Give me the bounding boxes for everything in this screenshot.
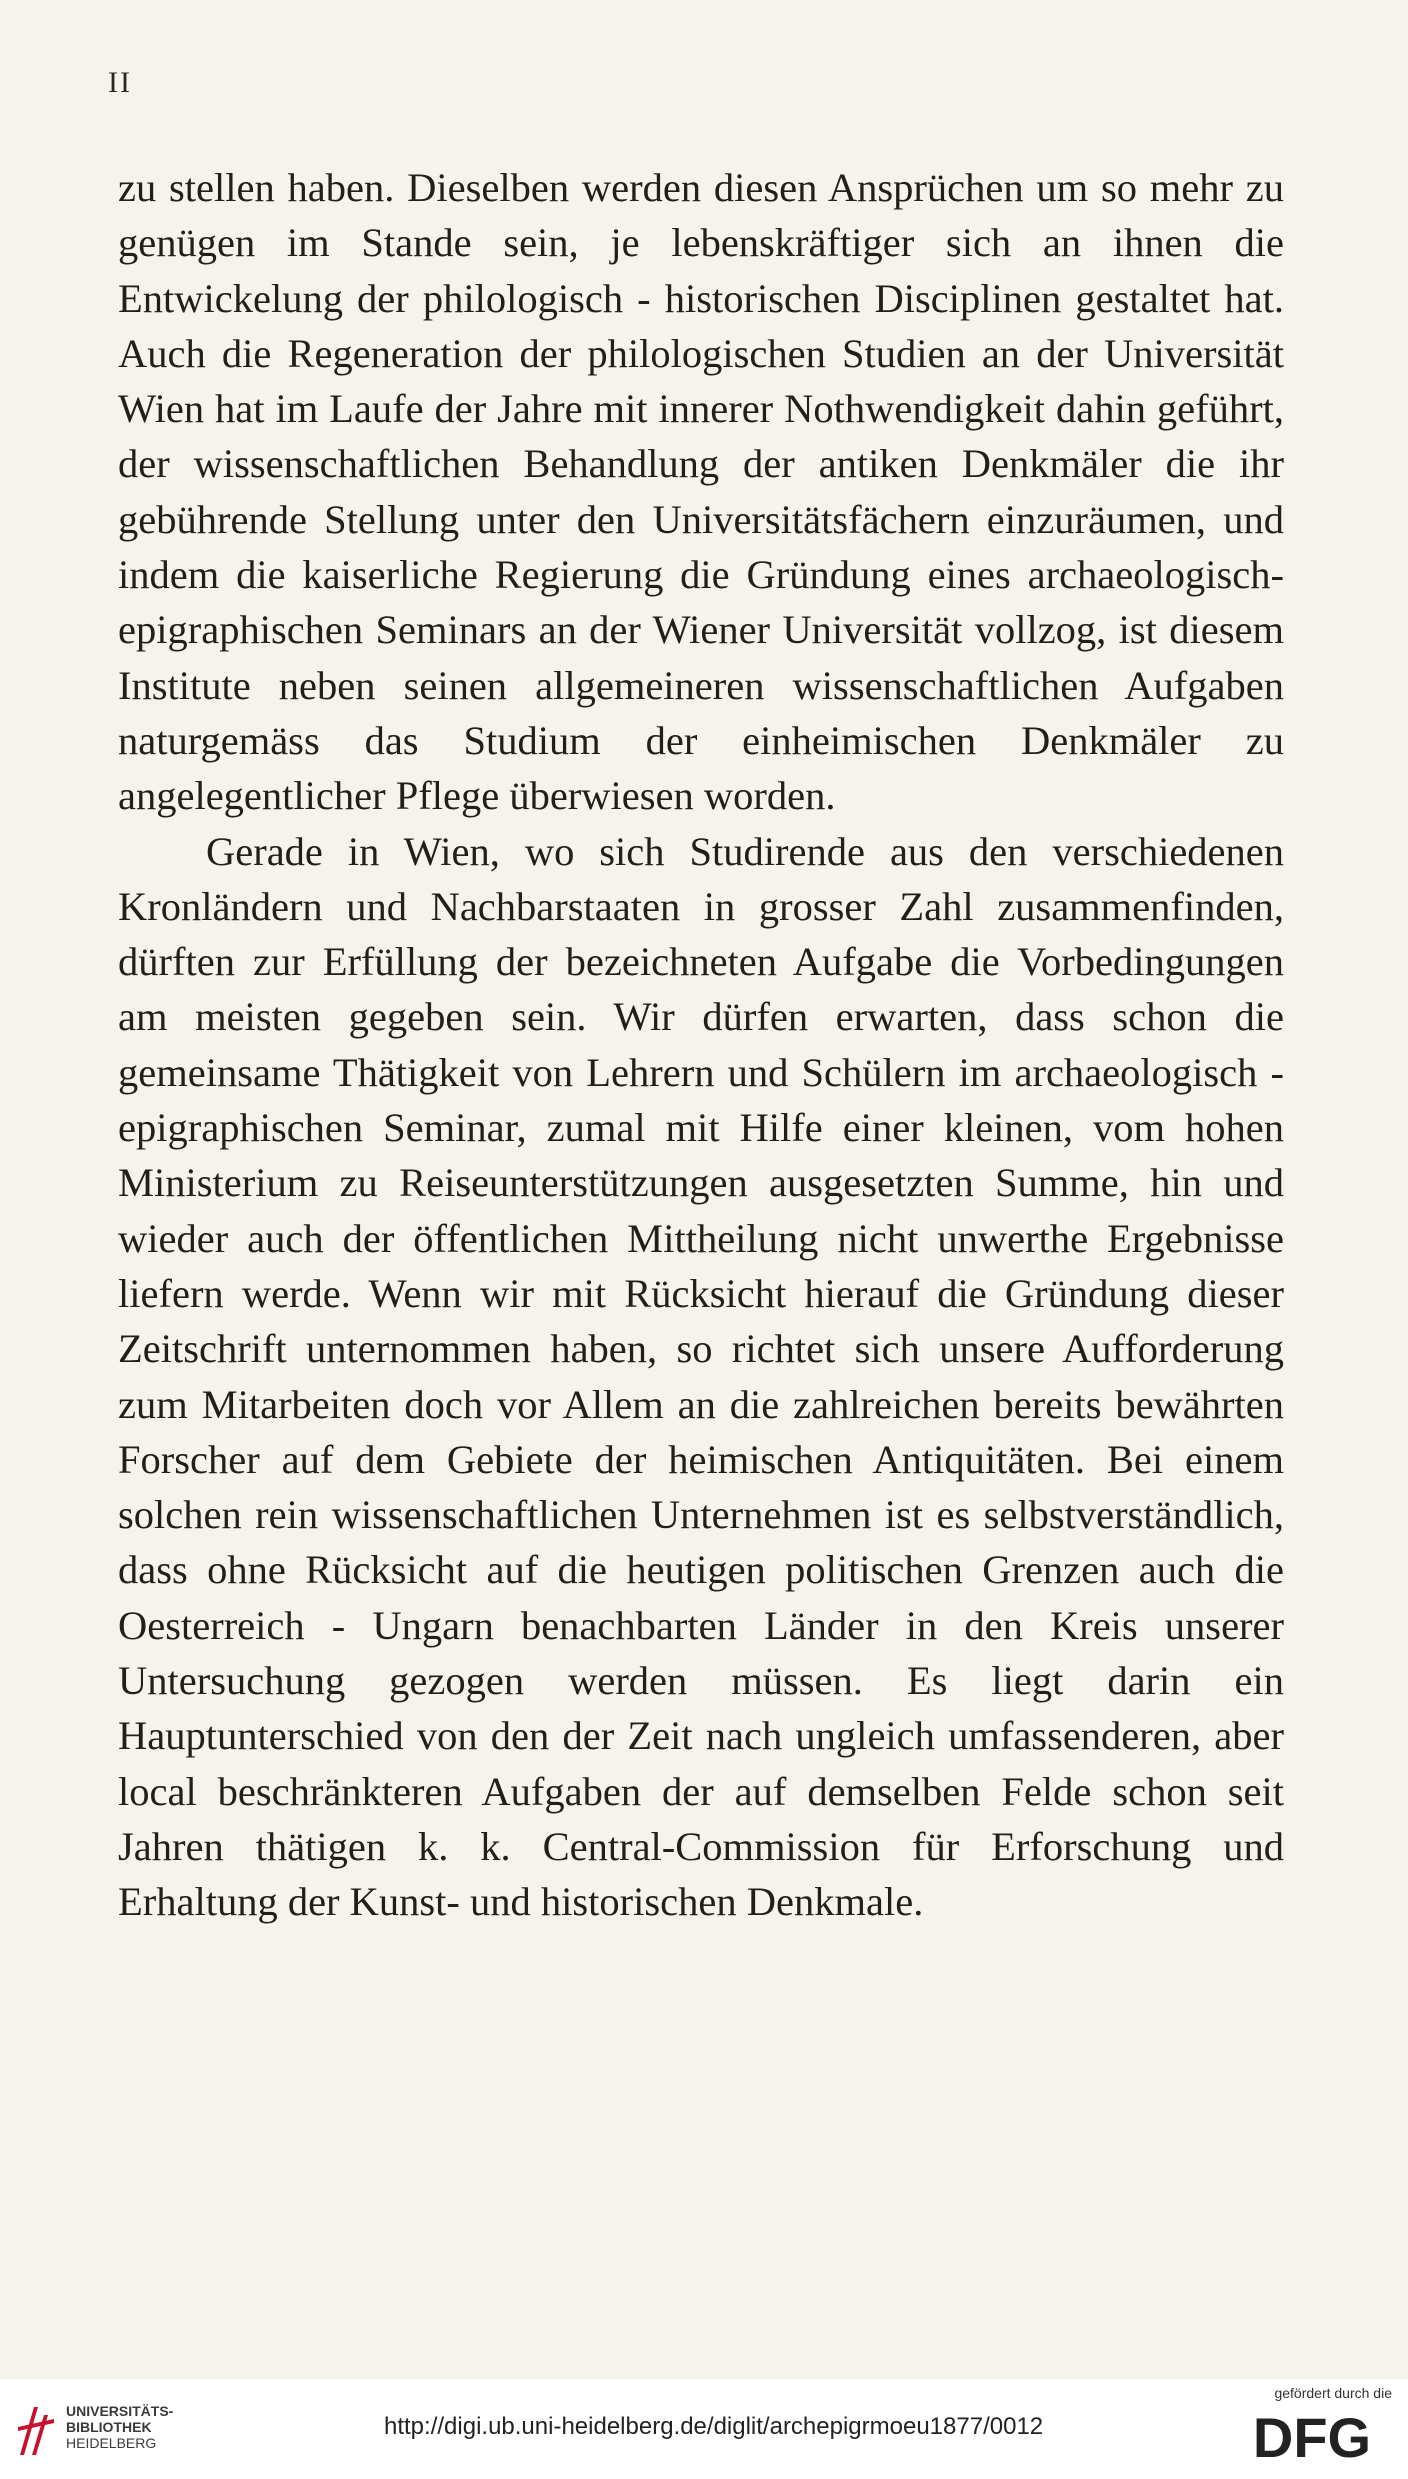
page-number: II <box>108 66 132 99</box>
library-name-line-2: BIBLIOTHEK <box>66 2419 152 2435</box>
funding-caption: gefördert durch die <box>1274 2385 1392 2401</box>
library-name-line-3: HEIDELBERG <box>66 2435 157 2451</box>
library-name <box>66 2403 173 2451</box>
dfg-logo-icon <box>1234 2407 1390 2463</box>
library-name-line-1: UNIVERSITÄTS- <box>66 2403 174 2419</box>
source-url-link[interactable]: http://digi.ub.uni-heidelberg.de/diglit/archepigrmoeu1877/0012 <box>384 2413 1044 2440</box>
dfg-logo-text: DFG <box>1252 2407 1372 2463</box>
ub-heidelberg-logo-icon <box>14 2397 60 2461</box>
body-text <box>118 160 1284 1930</box>
paragraph-1: zu stellen haben. Dieselben werden diesen Ansprüchen um so mehr zu genügen im Stande sein, je lebenskräftiger sich an ihnen die Entwickelung der philologisch - historischen Disciplinen gestaltet hat. Auch die Regeneration der philologischen Studien an der Universität Wien hat im Laufe der Jahre mit innerer Nothwendigkeit dahin geführt, der wissenschaftlichen Behandlung der antiken Denkmäler die ihr gebührende Stellung unter den Universitätsfächern einzuräumen, und indem die kaiserliche Regierung die Gründung eines archaeologisch-epigraphischen Seminars an der Wiener Universität vollzog, ist diesem Institute neben seinen allgemeineren wissenschaftlichen Aufgaben naturgemäss das Studium der einheimischen Denkmäler zu angelegentlicher Pflege überwiesen worden. <box>118 165 1284 819</box>
digitization-footer <box>0 2379 1408 2479</box>
paragraph-2: Gerade in Wien, wo sich Studirende aus den verschiedenen Kronländern und Nachbarstaaten in grosser Zahl zusammenfinden, dürften zur Erfüllung der bezeichneten Aufgabe die Vorbedingungen am meisten gegeben sein. Wir dürfen erwarten, dass schon die gemeinsame Thätigkeit von Lehrern und Schülern im archaeologisch - epigraphischen Seminar, zumal mit Hilfe einer kleinen, vom hohen Ministerium zu Reiseunterstützungen ausgesetzten Summe, hin und wieder auch der öffentlichen Mittheilung nicht unwerthe Ergebnisse liefern werde. Wenn wir mit Rücksicht hierauf die Gründung dieser Zeitschrift unternommen haben, so richtet sich unsere Aufforderung zum Mitarbeiten doch vor Allem an die zahlreichen bereits bewährten Forscher auf dem Gebiete der heimischen Antiquitäten. Bei einem solchen rein wissenschaftlichen Unternehmen ist es selbstverständlich, dass ohne Rücksicht auf die heutigen politischen Grenzen auch die Oesterreich - Ungarn benachbarten Länder in den Kreis unserer Untersuchung gezogen werden müssen. Es liegt darin ein Hauptunterschied von den der Zeit nach ungleich umfassenderen, aber local beschränkteren Aufgaben der auf demselben Felde schon seit Jahren thätigen k. k. Central-Commission für Erforschung und Erhaltung der Kunst- und historischen Denkmale. <box>118 828 1284 1925</box>
